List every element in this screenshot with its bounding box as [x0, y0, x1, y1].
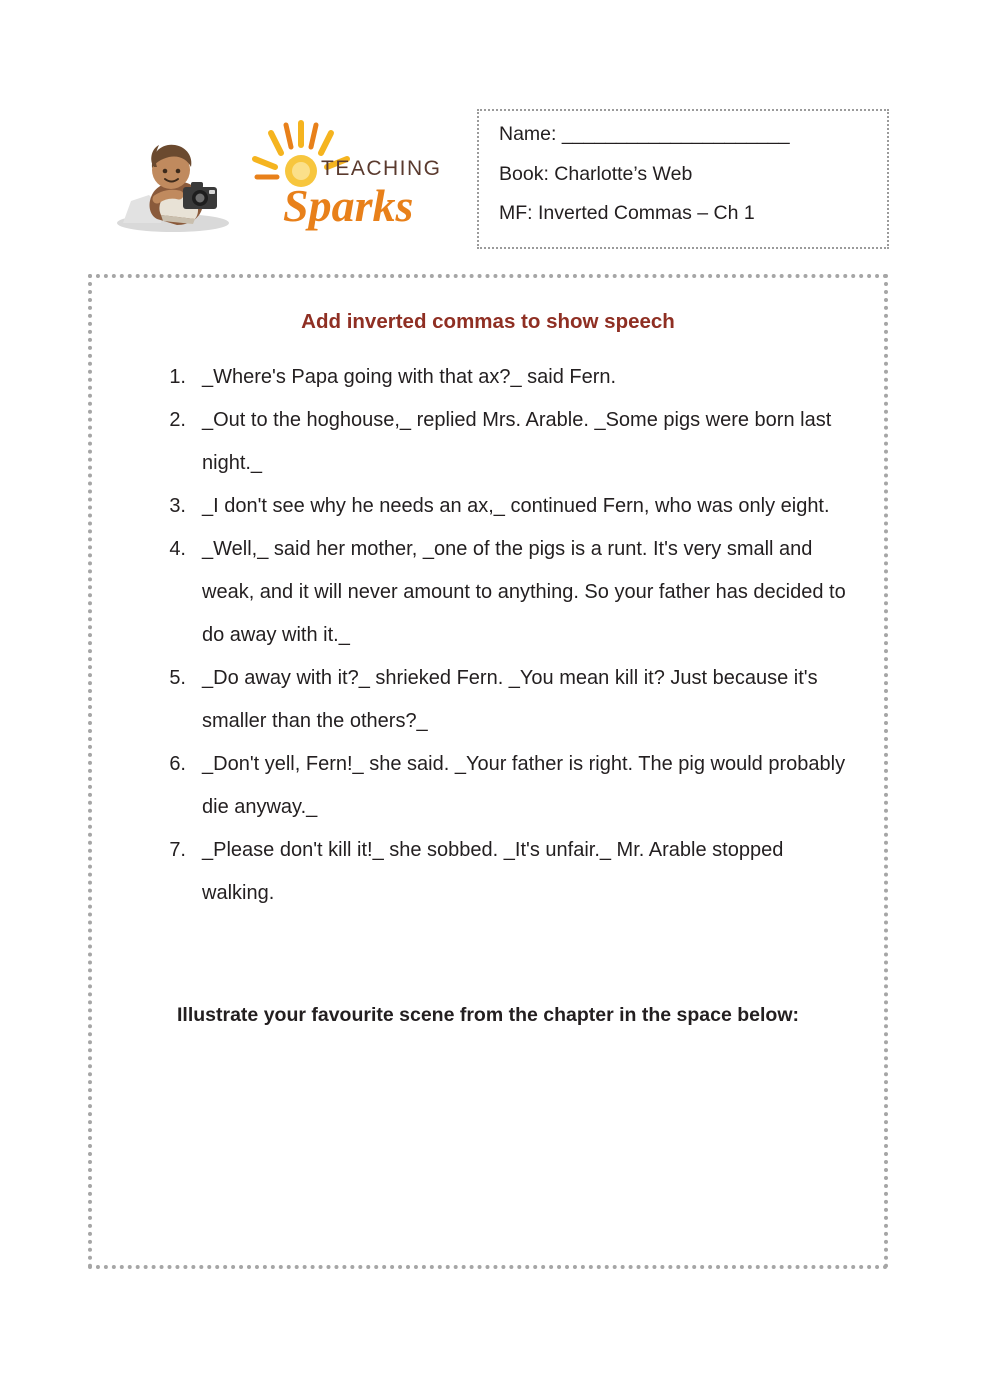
- page-header: [0, 95, 986, 260]
- list-item: [148, 356, 848, 399]
- worksheet-body: [88, 274, 888, 1269]
- list-item: [148, 528, 848, 657]
- question-number: 5.: [169, 667, 186, 689]
- student-info-box: [477, 109, 889, 249]
- question-list: [148, 356, 848, 915]
- list-item: [148, 399, 848, 485]
- question-number: 3.: [169, 495, 186, 517]
- question-text[interactable]: _Where's Papa going with that ax?_ said Fern.: [202, 366, 617, 388]
- drawing-area[interactable]: [128, 1040, 848, 1243]
- question-number: 2.: [169, 409, 186, 431]
- name-field-row[interactable]: [499, 125, 887, 145]
- teaching-sparks-logo: [105, 115, 465, 240]
- logo-artwork-svg: [105, 115, 465, 240]
- book-title-row: Book: Charlotte’s Web: [499, 162, 693, 185]
- list-item: [148, 829, 848, 915]
- list-item: [148, 657, 848, 743]
- question-text[interactable]: _Please don't kill it!_ she sobbed. _It's unfair._ Mr. Arable stopped walking.: [202, 839, 784, 904]
- question-number: 1.: [169, 366, 186, 388]
- question-number: 6.: [169, 753, 186, 775]
- worksheet-title: Add inverted commas to show speech: [301, 310, 675, 333]
- name-blank[interactable]: _____________________: [561, 123, 790, 145]
- question-text[interactable]: _Don't yell, Fern!_ she said. _Your father is right. The pig would probably die anyway._: [202, 753, 846, 818]
- illustrate-prompt: Illustrate your favourite scene from the chapter in the space below:: [177, 1004, 799, 1026]
- question-number: 7.: [169, 839, 186, 861]
- svg-text:TEACHING: TEACHING: [321, 157, 442, 180]
- question-text[interactable]: _Out to the hoghouse,_ replied Mrs. Arable. _Some pigs were born last night._: [202, 409, 832, 474]
- name-label: Name:: [499, 123, 562, 145]
- question-text[interactable]: _I don't see why he needs an ax,_ continued Fern, who was only eight.: [202, 495, 830, 517]
- question-text[interactable]: _Well,_ said her mother, _one of the pigs is a runt. It's very small and weak, and it will never amount to anything. So your father has decided to do away with it._: [202, 538, 846, 646]
- worksheet-inner-frame: [101, 287, 875, 1256]
- list-item: [148, 485, 848, 528]
- question-number: 4.: [169, 538, 186, 560]
- list-item: [148, 743, 848, 829]
- focus-row: MF: Inverted Commas – Ch 1: [499, 202, 755, 224]
- svg-text:Sparks: Sparks: [283, 180, 414, 231]
- question-text[interactable]: _Do away with it?_ shrieked Fern. _You mean kill it? Just because it's smaller than the others?_: [202, 667, 818, 732]
